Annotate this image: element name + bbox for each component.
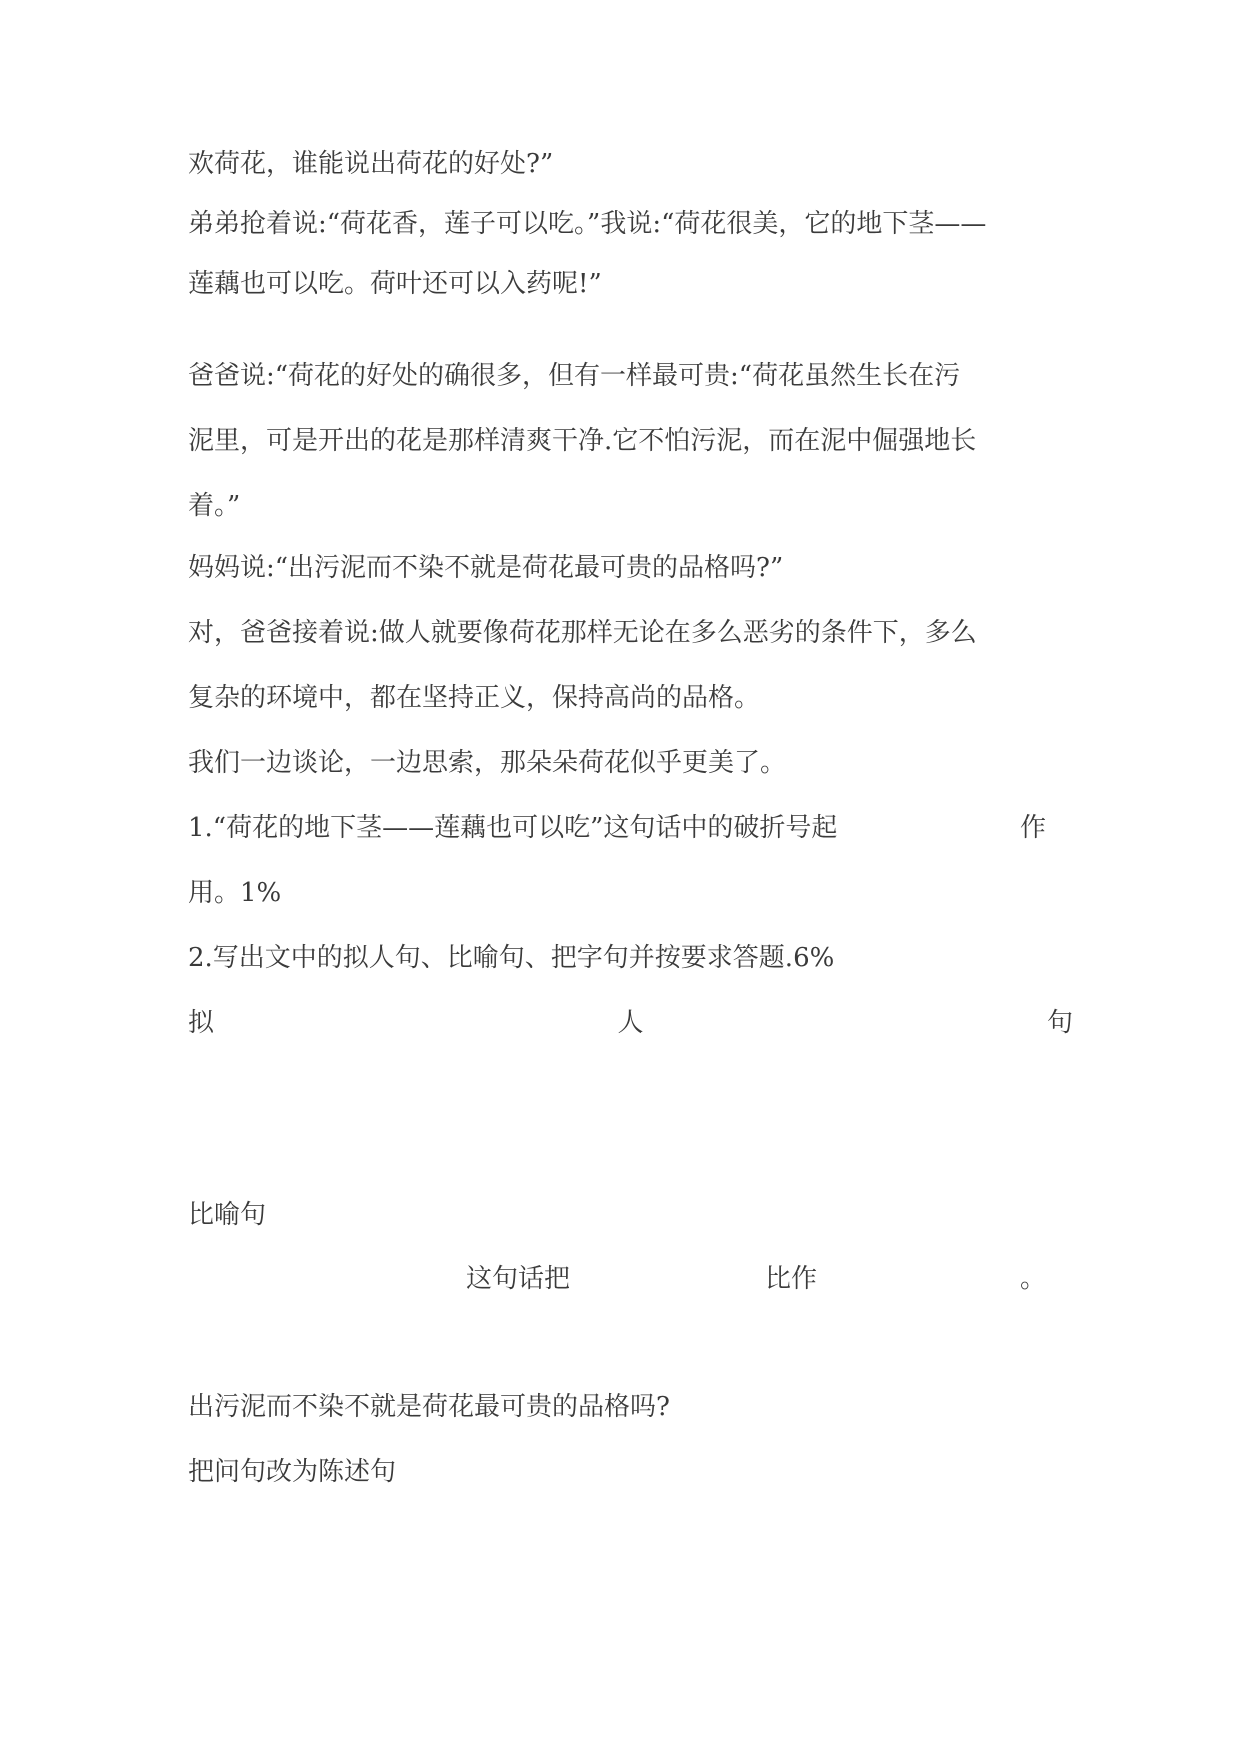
- paragraph-line: 着。”: [188, 491, 241, 521]
- biyu-prompt-end: 。: [1020, 1264, 1047, 1294]
- paragraph-line: 妈妈说:“出污泥而不染不就是荷花最可贵的品格吗?”: [188, 553, 784, 583]
- question-sentence: 出污泥而不染不就是荷花最可贵的品格吗?: [188, 1392, 670, 1422]
- nirenju-char: 人: [617, 1008, 644, 1038]
- paragraph-line: 复杂的环境中，都在坚持正义，保持高尚的品格。: [188, 683, 761, 713]
- question-2: 2.写出文中的拟人句、比喻句、把字句并按要求答题.6%: [188, 943, 835, 973]
- nirenju-char: 拟: [188, 1008, 215, 1038]
- paragraph-line: 对，爸爸接着说:做人就要像荷花那样无论在多么恶劣的条件下，多么: [188, 618, 977, 648]
- paragraph-line: 泥里，可是开出的花是那样清爽干净.它不怕污泥，而在泥中倔强地长: [188, 426, 977, 456]
- paragraph-line: 欢荷花，谁能说出荷花的好处?”: [188, 149, 554, 179]
- biyuju-label: 比喻句: [188, 1200, 267, 1230]
- nirenju-char: 句: [1046, 1008, 1073, 1038]
- question-1: 1.“荷花的地下茎——莲藕也可以吃”这句话中的破折号起: [188, 813, 838, 843]
- question-1-tail: 作: [1020, 813, 1047, 843]
- nirenju-label: [188, 1006, 1073, 1040]
- paragraph-line: 莲藕也可以吃。荷叶还可以入药呢!”: [188, 269, 602, 299]
- paragraph-line: 我们一边谈论，一边思索，那朵朵荷花似乎更美了。: [188, 748, 787, 778]
- question-instruction: 把问句改为陈述句: [188, 1457, 397, 1487]
- paragraph-line: 弟弟抢着说:“荷花香，莲子可以吃。”我说:“荷花很美，它的地下茎——: [188, 209, 987, 239]
- paragraph-line: 爸爸说:“荷花的好处的确很多，但有一样最可贵:“荷花虽然生长在污: [188, 361, 961, 391]
- biyu-prompt-part2: 比作: [765, 1264, 818, 1294]
- biyu-prompt-part1: 这句话把: [466, 1264, 571, 1294]
- question-1-continuation: 用。1%: [188, 878, 282, 908]
